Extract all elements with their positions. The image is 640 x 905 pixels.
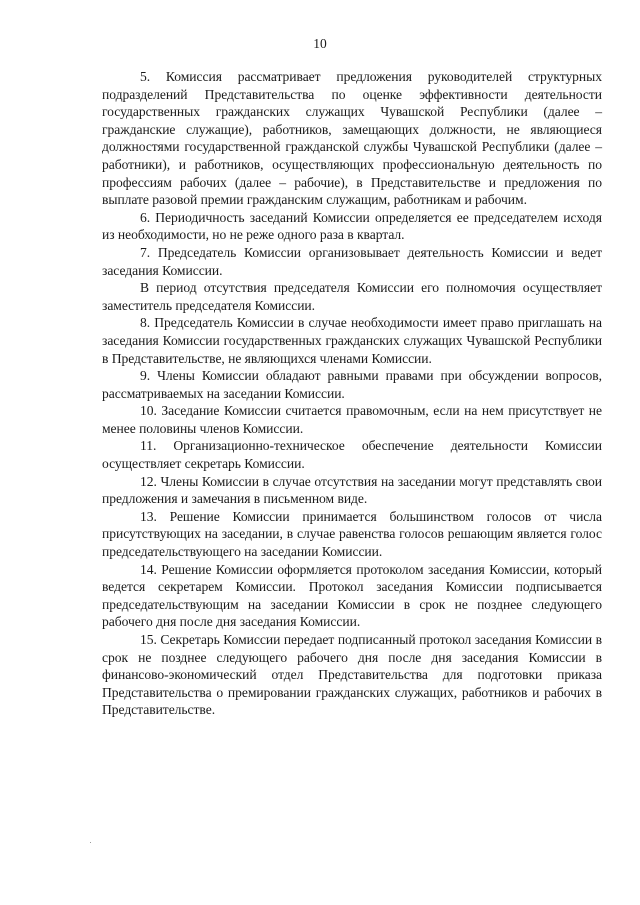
scan-speck <box>90 842 91 843</box>
paragraph-5: 5. Комиссия рассматривает предложения руководителей структурных подразделений Представительства по оценке эффективности деятельности государственных гражданских служащих Чувашской Республики (далее – гражданские служащие), работников, замещающих должности, не являющиеся должностями государственной гражданской службы Чувашской Республики (далее – работники), и работников, осуществляющих профессиональную деятельность по профессиям рабочих (далее – рабочие), в Представительстве и предложения по выплате разовой премии гражданским служащим, работникам и рабочим. <box>102 69 602 208</box>
paragraph-7: 7. Председатель Комиссии организовывает деятельность Комиссии и ведет заседания Комиссии. <box>102 244 602 278</box>
paragraph-8: 8. Председатель Комиссии в случае необходимости имеет право приглашать на заседания Комиссии государственных гражданских служащих Чувашской Республики в Представительстве, не являющихся членами Комиссии. <box>102 315 602 366</box>
paragraph-9: 9. Члены Комиссии обладают равными правами при обсуждении вопросов, рассматриваемых на заседании Комиссии. <box>102 368 602 401</box>
paragraph-10: 10. Заседание Комиссии считается правомочным, если на нем присутствует не менее половины членов Комиссии. <box>102 403 602 436</box>
paragraph-15: 15. Секретарь Комиссии передает подписанный протокол заседания Комиссии в срок не позднее следующего рабочего дня после дня заседания Комиссии в финансово-экономический отдел Представительства для подготовки приказа Представительства о премировании гражданских служащих, работников и рабочих в Представительстве. <box>102 632 602 718</box>
paragraph-12: 12. Члены Комиссии в случае отсутствия на заседании могут представлять свои предложения и замечания в письменном виде. <box>102 473 602 507</box>
document-body <box>102 68 602 719</box>
paragraph-6: 6. Периодичность заседаний Комиссии определяется ее председателем исходя из необходимости, но не реже одного раза в квартал. <box>102 209 602 243</box>
paragraph-7-deputy: В период отсутствия председателя Комиссии его полномочия осуществляет заместитель председателя Комиссии. <box>102 280 602 313</box>
paragraph-13: 13. Решение Комиссии принимается большинством голосов от числа присутствующих на заседании, в случае равенства голосов решающим является голос председательствующего на заседании Комиссии. <box>102 508 602 560</box>
paragraph-11: 11. Организационно-техническое обеспечение деятельности Комиссии осуществляет секретарь Комиссии. <box>102 438 602 472</box>
page-number: 10 <box>313 36 327 51</box>
paragraph-14: 14. Решение Комиссии оформляется протоколом заседания Комиссии, который ведется секретарем Комиссии. Протокол заседания Комиссии подписывается председательствующим на заседании Комиссии в срок не позднее следующего рабочего дня после дня заседания Комиссии. <box>102 561 602 630</box>
